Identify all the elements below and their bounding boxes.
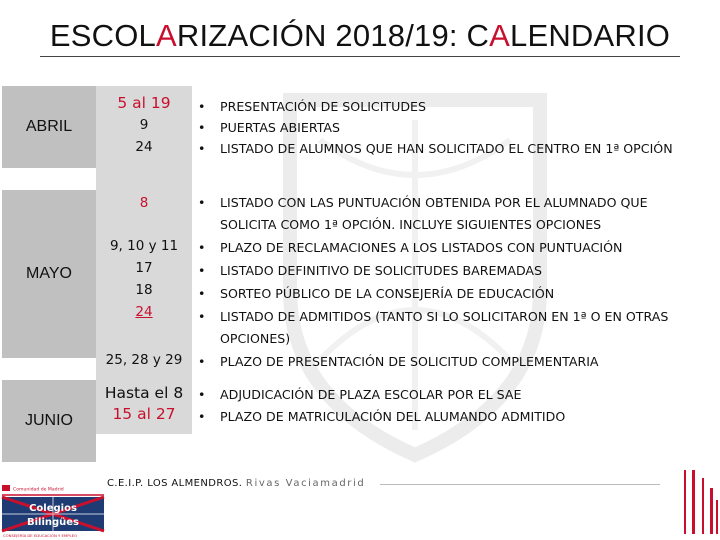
svg-text:Bilingües: Bilingües bbox=[26, 517, 80, 528]
date-mayo-5: 24 bbox=[135, 304, 153, 320]
month-cell-mayo bbox=[2, 190, 96, 358]
month-cell-junio bbox=[2, 380, 96, 462]
date-mayo-4: 18 bbox=[135, 282, 153, 298]
date-mayo-1: 8 bbox=[139, 195, 149, 211]
footer-school-name: C.E.I.P. LOS ALMENDROS. Rivas Vaciamadrid bbox=[107, 478, 366, 489]
list-item: • LISTADO DE ALUMNOS QUE HAN SOLICITADO EL CENTRO EN 1ª OPCIÓN bbox=[198, 141, 673, 156]
list-item: • PLAZO DE PRESENTACIÓN DE SOLICITUD COMPLEMENTARIA bbox=[198, 354, 599, 369]
dates-cell-junio bbox=[96, 374, 192, 434]
colegios-bilingues-logo bbox=[0, 475, 106, 539]
list-item: • PLAZO DE RECLAMACIONES A LOS LISTADOS CON PUNTUACIÓN bbox=[198, 240, 623, 255]
page-title: ESCOLARIZACIÓN 2018/19: CALENDARIO bbox=[49, 18, 671, 53]
svg-text:Colegios: Colegios bbox=[29, 503, 77, 514]
list-item: • PUERTAS ABIERTAS bbox=[198, 120, 341, 135]
svg-text:Comunidad de Madrid: Comunidad de Madrid bbox=[13, 487, 64, 493]
svg-text:CONSEJERÍA DE EDUCACIÓN Y EMPL: CONSEJERÍA DE EDUCACIÓN Y EMPLEO bbox=[3, 533, 77, 538]
date-abril-3: 24 bbox=[135, 139, 153, 155]
list-item: • LISTADO CON LAS PUNTUACIÓN OBTENIDA POR EL ALUMNADO QUE SOLICITA COMO 1ª OPCIÓN. INCLUYE SIGUIENTES OPCIONES bbox=[198, 195, 648, 232]
month-cell-abril bbox=[2, 86, 96, 168]
month-label-junio: JUNIO bbox=[25, 412, 73, 429]
list-item: • SORTEO PÚBLICO DE LA CONSEJERÍA DE EDUCACIÓN bbox=[198, 286, 555, 301]
corner-decoration bbox=[676, 470, 720, 536]
date-junio-2: 15 al 27 bbox=[112, 405, 176, 423]
list-item: • PRESENTACIÓN DE SOLICITUDES bbox=[198, 99, 426, 114]
date-mayo-2: 9, 10 y 11 bbox=[109, 238, 179, 254]
list-item: • LISTADO DE ADMITIDOS (TANTO SI LO SOLICITARON EN 1ª O EN OTRAS OPCIONES) bbox=[198, 309, 669, 346]
month-label-abril: ABRIL bbox=[25, 118, 73, 135]
list-item: • LISTADO DEFINITIVO DE SOLICITUDES BAREMADAS bbox=[198, 263, 543, 278]
list-item: • ADJUDICACIÓN DE PLAZA ESCOLAR POR EL SAE bbox=[198, 387, 522, 402]
date-junio-1: Hasta el 8 bbox=[104, 384, 184, 402]
dates-cell-abril bbox=[96, 86, 192, 184]
list-item: • PLAZO DE MATRICULACIÓN DEL ALUMANDO ADMITIDO bbox=[198, 409, 566, 424]
month-label-mayo: MAYO bbox=[26, 265, 72, 282]
dates-cell-mayo bbox=[96, 184, 192, 374]
date-mayo-3: 17 bbox=[135, 260, 153, 276]
date-abril-1: 5 al 19 bbox=[117, 94, 171, 112]
date-mayo-6: 25, 28 y 29 bbox=[105, 352, 183, 368]
footer-divider bbox=[380, 484, 660, 485]
title-underline bbox=[40, 56, 680, 57]
date-abril-2: 9 bbox=[139, 117, 149, 133]
